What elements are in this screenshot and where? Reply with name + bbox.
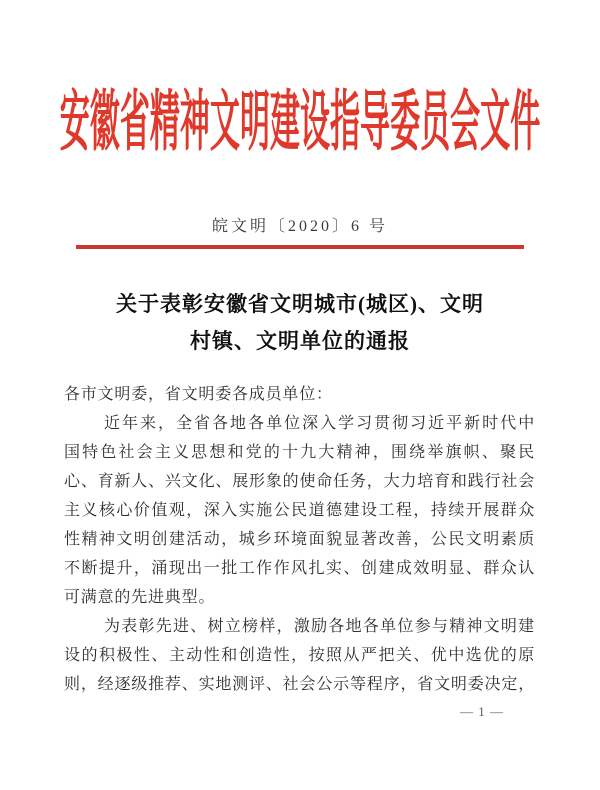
red-divider-line (76, 245, 524, 249)
document-title-line-1: 关于表彰安徽省文明城市(城区)、文明 (116, 292, 484, 316)
body-line: 性精神文明创建活动，城乡环境面貌显著改善，公民文明素质 (64, 531, 535, 548)
body-line: 心、育新人、兴文化、展形象的使命任务，大力培育和践行社会 (64, 473, 535, 490)
salutation: 各市文明委，省文明委各成员单位： (64, 386, 333, 403)
page-number: — 1 — (460, 704, 504, 719)
document-body (64, 380, 535, 699)
body-line: 近年来，全省各地各单位深入学习贯彻习近平新时代中 (104, 415, 535, 432)
document-title (30, 286, 570, 360)
issuing-authority-title: 安徽省精神文明建设指导委员会文件 (59, 85, 541, 159)
document-title-line-2: 村镇、文明单位的通报 (190, 329, 410, 353)
document-number: 皖文明〔2020〕6 号 (211, 218, 388, 235)
body-line: 国特色社会主义思想和党的十九大精神，围绕举旗帜、聚民 (64, 444, 535, 461)
body-line: 主义核心价值观，深入实施公民道德建设工程，持续开展群众 (64, 502, 535, 519)
body-line: 设的积极性、主动性和创造性，按照从严把关、优中选优的原 (64, 647, 535, 664)
body-line: 不断提升，涌现出一批工作作风扎实、创建成效明显、群众认 (64, 560, 535, 577)
body-line: 为表彰先进、树立榜样，激励各地各单位参与精神文明建 (104, 618, 535, 635)
body-line: 可满意的先进典型。 (64, 589, 216, 606)
body-line: 则，经逐级推荐、实地测评、社会公示等程序，省文明委决定， (64, 676, 535, 693)
document-letterhead (0, 74, 600, 159)
